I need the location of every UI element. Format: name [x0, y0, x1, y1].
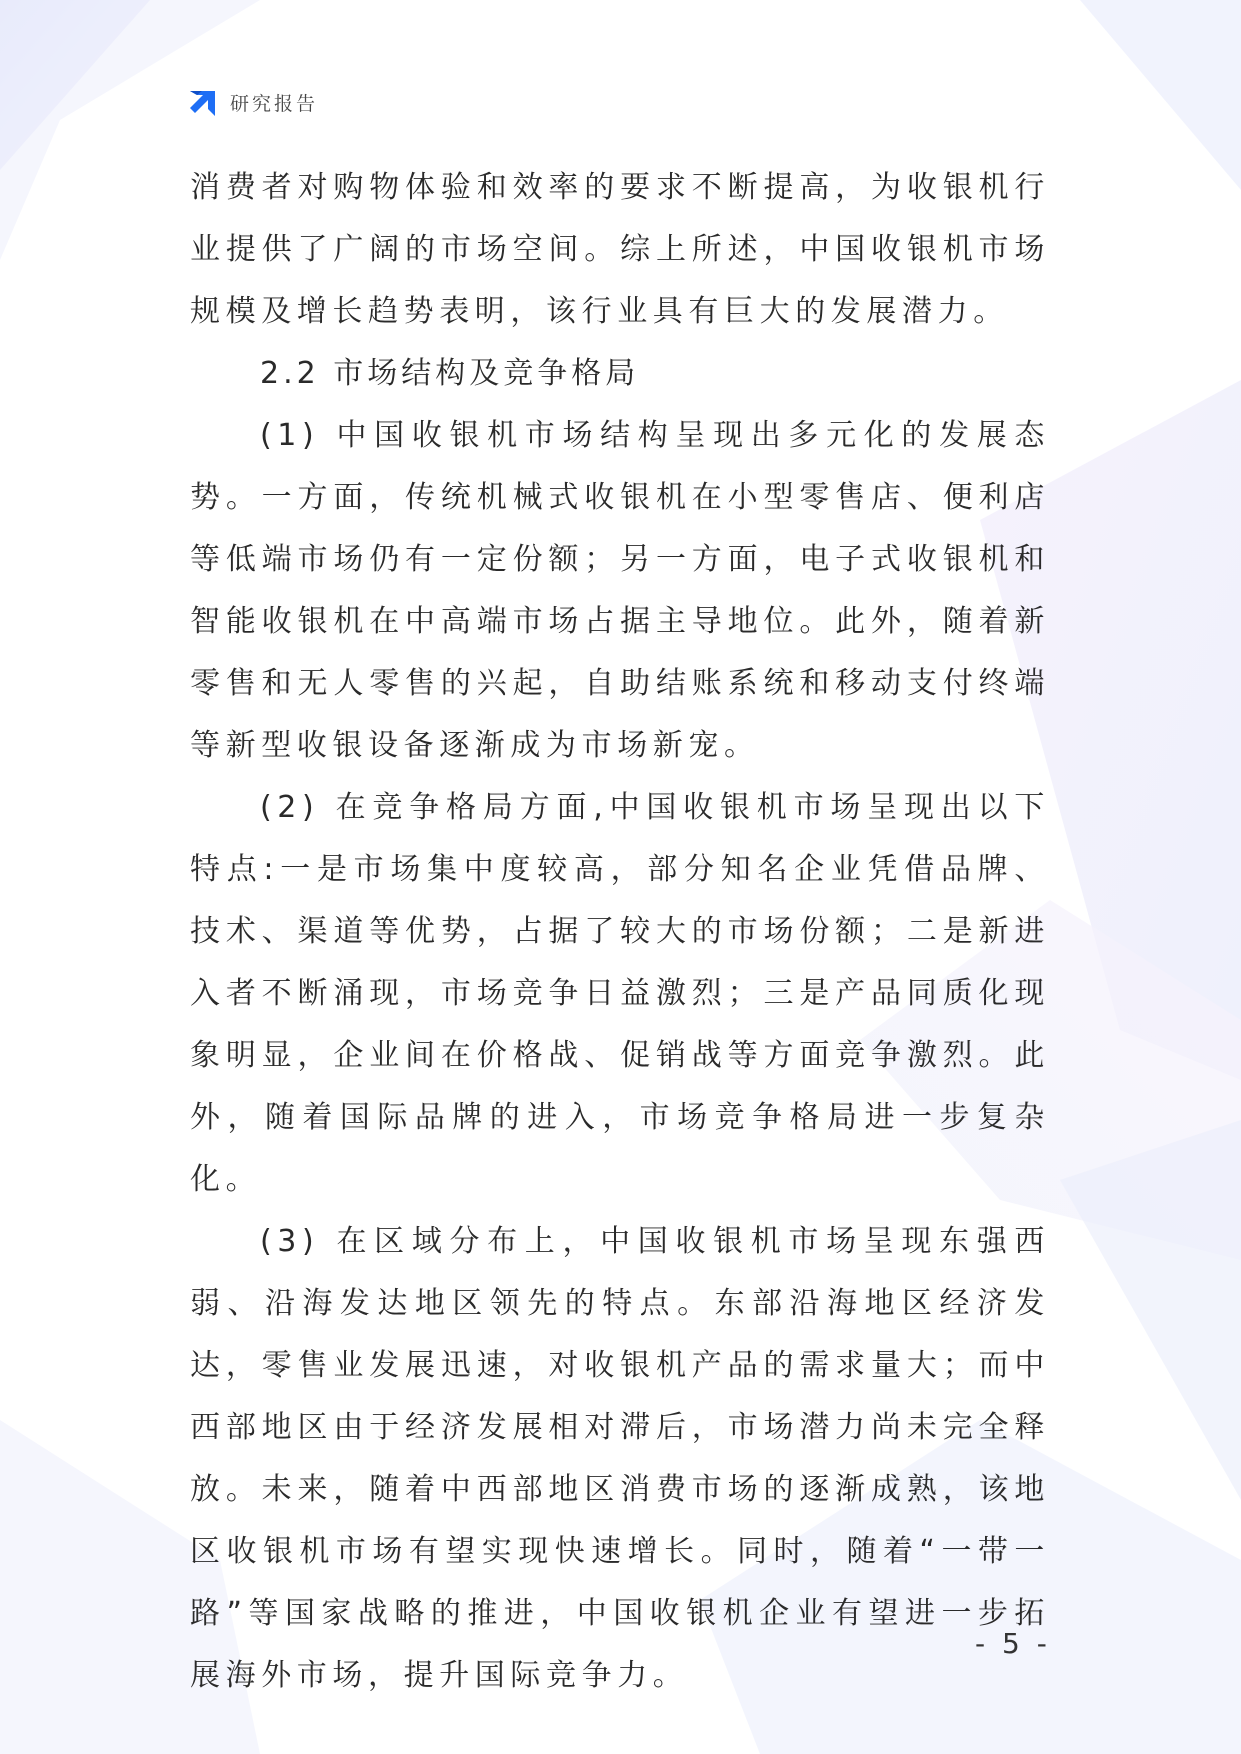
paragraph-market-structure: (1) 中国收银机市场结构呈现出多元化的发展态势。一方面，传统机械式收银机在小型零售店、便利店等低端市场仍有一定份额；另一方面，电子式收银机和智能收银机在中高端市场占据主导地位。此外，随着新零售和无人零售的兴起，自助结账系统和移动支付终端等新型收银设备逐渐成为市场新宠。: [190, 418, 1050, 763]
paragraph-competition: (2) 在竞争格局方面,中国收银机市场呈现出以下特点:一是市场集中度较高，部分知名企业凭借品牌、技术、渠道等优势，占据了较大的市场份额；二是新进入者不断涌现，市场竞争日益激烈；三是产品同质化现象明显，企业间在价格战、促销战等方面竞争激烈。此外，随着国际品牌的进入，市场竞争格局进一步复杂化。: [190, 790, 1050, 1197]
section-heading: 2.2 市场结构及竞争格局: [260, 356, 640, 391]
header-title: 研究报告: [230, 92, 319, 115]
report-header: [188, 86, 318, 118]
paragraph-regional: (3) 在区域分布上，中国收银机市场呈现东强西弱、沿海发达地区领先的特点。东部沿海地区经济发达，零售业发展迅速，对收银机产品的需求量大；而中西部地区由于经济发展相对滞后，市场潜力尚未完全释放。未来，随着中西部地区消费市场的逐渐成熟，该地区收银机市场有望实现快速增长。同时，随着“一带一路”等国家战略的推进，中国收银机企业有望进一步拓展海外市场，提升国际竞争力。: [190, 1224, 1050, 1693]
paragraph-intro: 消费者对购物体验和效率的要求不断提高，为收银机行业提供了广阔的市场空间。综上所述，中国收银机市场规模及增长趋势表明，该行业具有巨大的发展潜力。: [190, 170, 1050, 329]
page-number: - 5 -: [975, 1627, 1051, 1660]
document-body: [190, 157, 1050, 1707]
arrow-up-right-icon: [188, 86, 220, 118]
